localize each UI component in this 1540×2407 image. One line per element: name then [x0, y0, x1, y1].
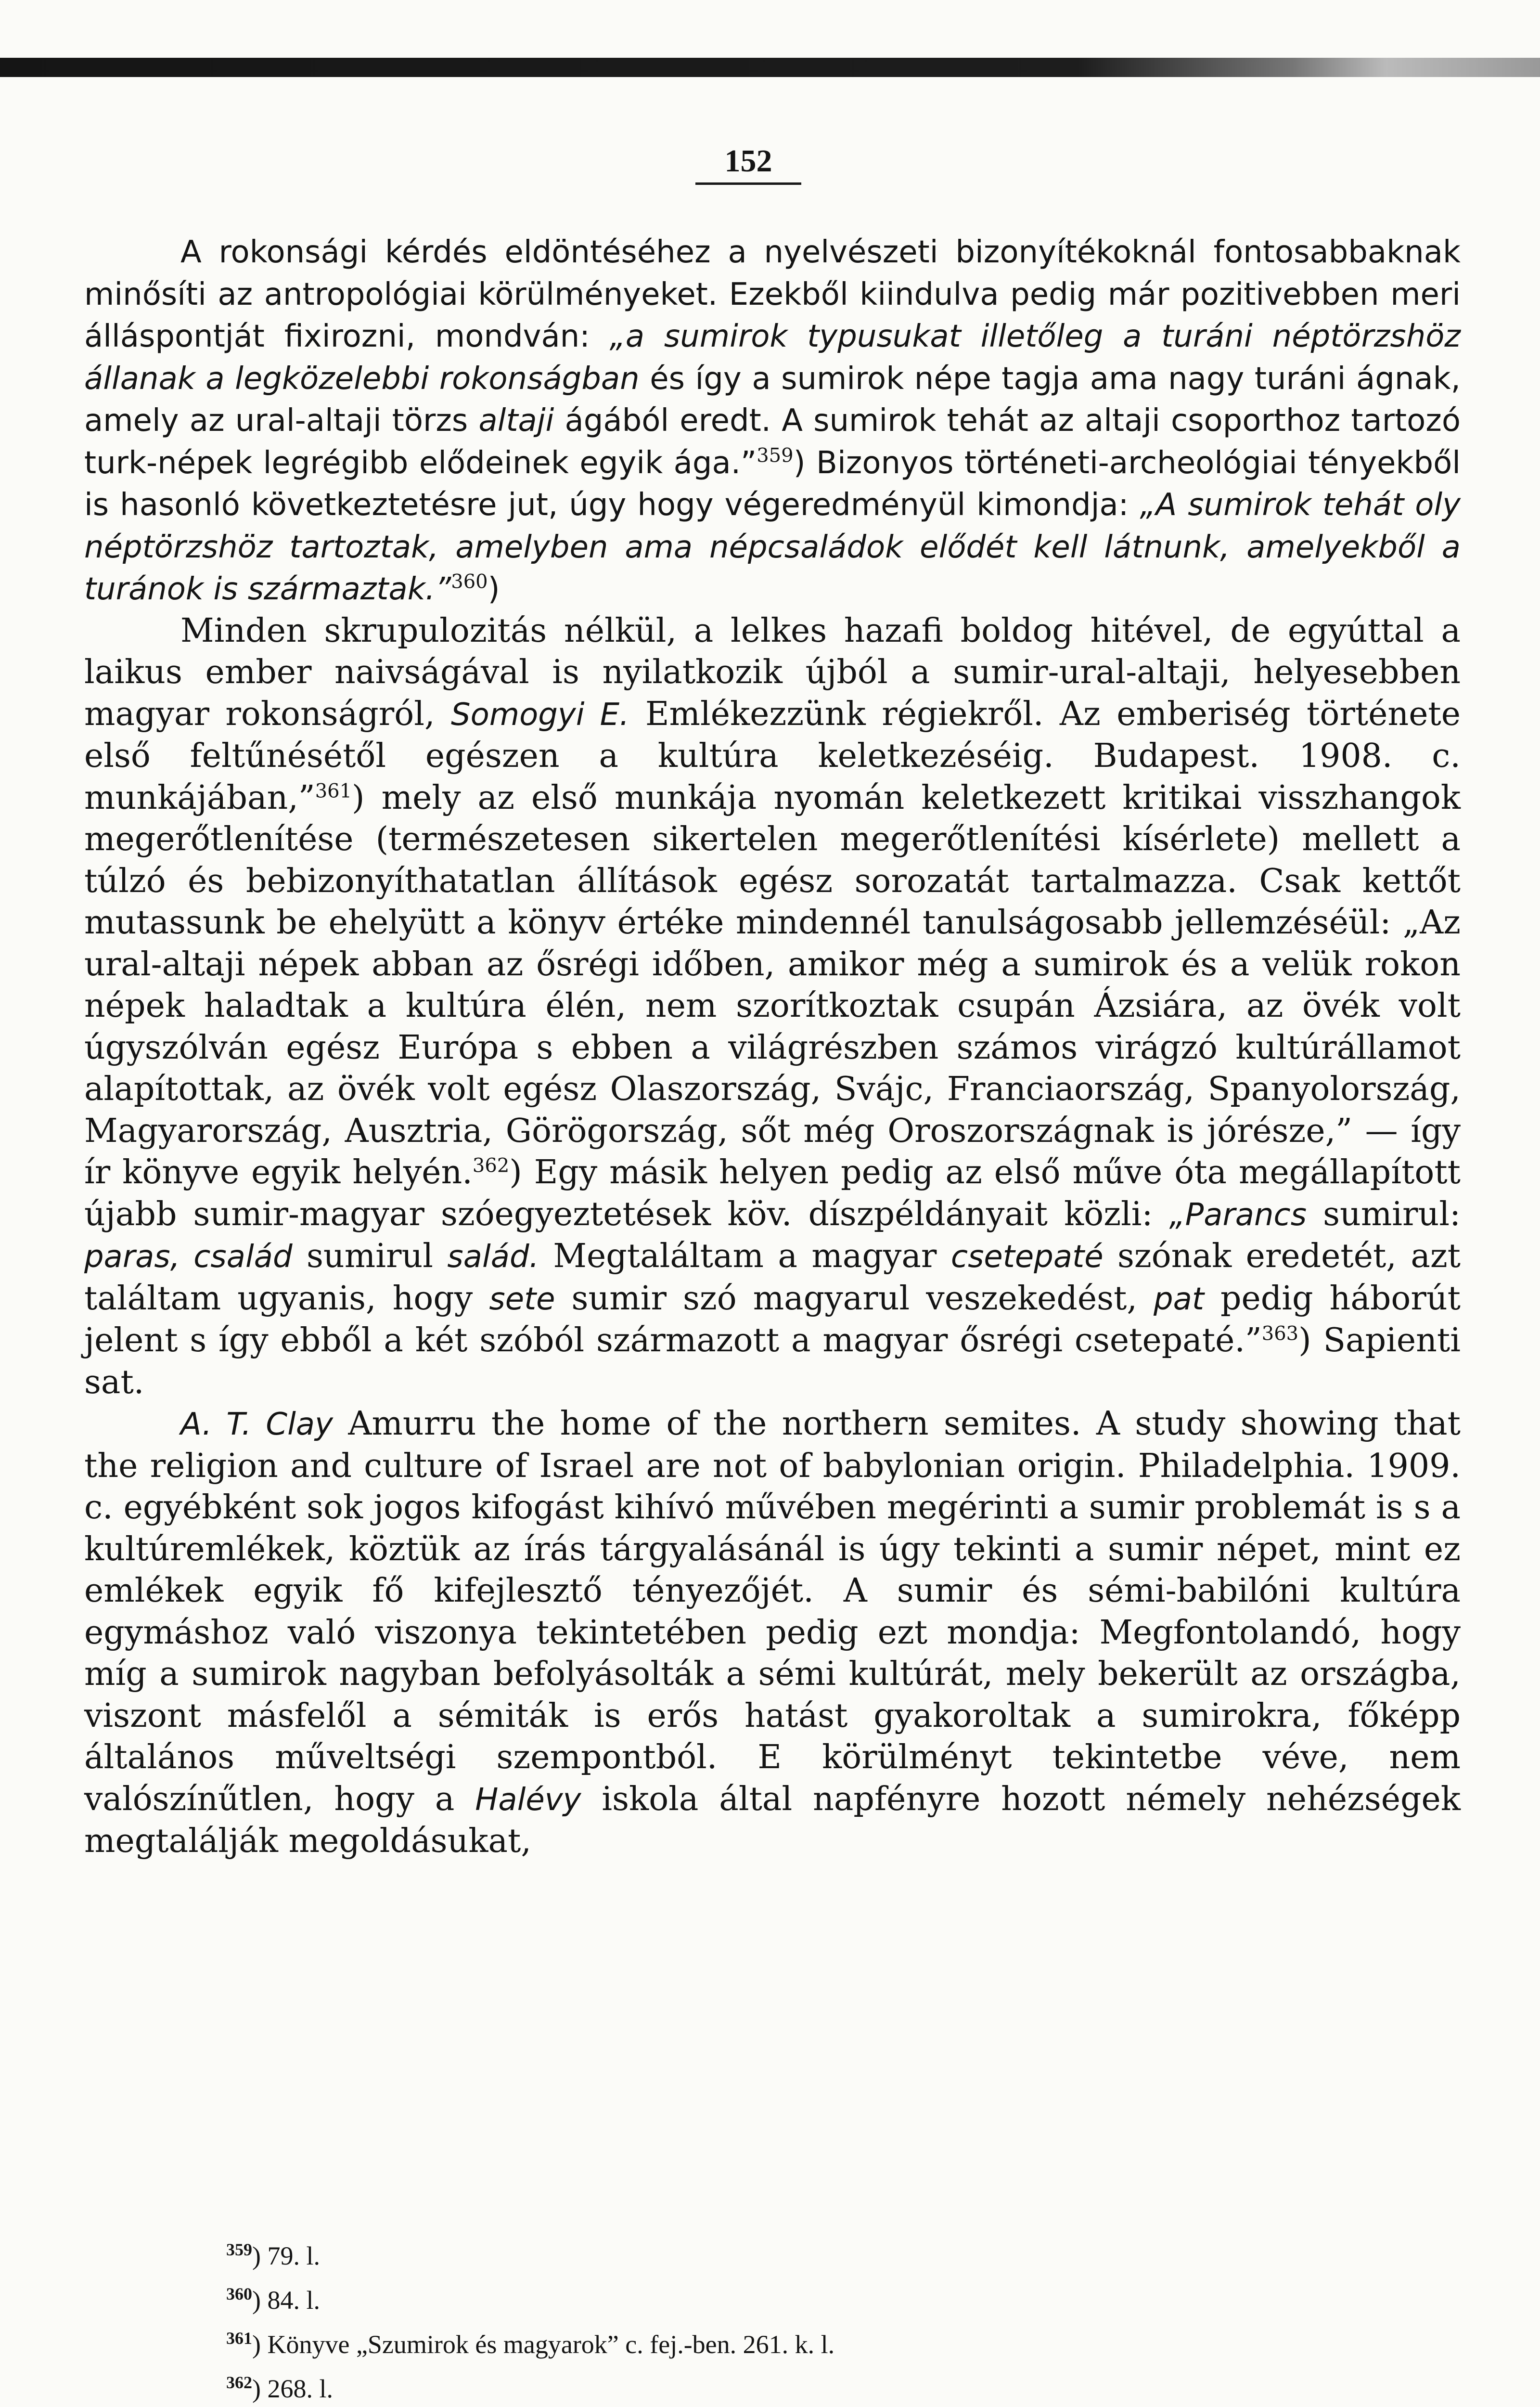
footnote-text: ) Könyve „Szumirok és magyarok” c. fej.-ben. 261. k. l. — [252, 2330, 835, 2359]
emphasized-text: pat — [1153, 1281, 1204, 1317]
text-run: szónak eredetét, azt találtam ugyanis, hogy — [84, 1237, 1461, 1318]
footnote-text: ) 268. l. — [252, 2374, 333, 2403]
body-text — [84, 231, 1461, 1863]
text-run: Megtaláltam a magyar — [539, 1237, 951, 1275]
text-run: és így a sumirok népe tagja ama nagy turáni ágnak, amely az ural-altaji törzs — [84, 361, 1461, 439]
text-run: pedig háborút jelent s így ebből a két szóból származott a magyar ősrégi csetepaté.” — [84, 1279, 1461, 1359]
text-run: ágából eredt. A sumirok tehát az altaji csoporthoz tartozó turk-népek legrégibb elődeinek egyik ága.” — [84, 403, 1461, 481]
paragraph-clay — [84, 1403, 1461, 1863]
emphasized-text: sete — [489, 1281, 555, 1317]
footnotes — [226, 2234, 1381, 2407]
text-run: iskola által napfényre hozott némely nehézségek megtalálják megoldásukat, — [84, 1780, 1461, 1860]
emphasized-text: salád. — [447, 1239, 539, 1275]
footnote-number: 360 — [226, 2284, 252, 2303]
paragraph-somogyi — [84, 610, 1461, 1404]
text-run: Minden skrupulozitás nélkül, a lelkes hazafi boldog hitével, de egyúttal a laikus ember naivságával is nyilatkozik újból a sumir-ural-altaji, helyesebben magyar rokonságról, — [84, 611, 1461, 733]
footnote — [226, 2234, 1381, 2278]
emphasized-text: Somogyi E. — [450, 697, 629, 733]
emphasized-text: paras, család — [84, 1239, 293, 1275]
emphasized-text: csetepaté — [950, 1239, 1104, 1275]
footnote-number: 362 — [226, 2373, 252, 2392]
footnote-text: ) 84. l. — [252, 2286, 320, 2315]
emphasized-text: altaji — [478, 403, 554, 439]
text-run: Amurru the home of the northern semites. A study showing that the religion and culture of Israel are not of babylonian origin. Philadelphia. 1909. c. egyébként sok jogos kifogást kihívó művében megérinti a sumir problemát is s a kultúremlékek, köztük az írás tárgyalásánál is úgy tekinti a sumir népet, mint ez emlékek egyik fő kifejlesztő tényezőjét. A sumir és sémi-babilóni kultúra egymáshoz való viszonya tekintetében pedig ezt mondja: Megfontolandó, hogy míg a sumirok nagyban befolyásolták a sémi kultúrát, mely bekerült az országba, viszont másfelől a sémiták is erős hatást gyakoroltak a sumirokra, főképp általános műveltségi szempontból. E körülményt tekintetbe véve, nem valószínűtlen, hogy a — [84, 1405, 1461, 1818]
text-run: ) Egy másik helyen pedig az első műve óta megállapított újabb sumir-magyar szóegyeztetések köv. díszpéldányait közli: — [84, 1153, 1461, 1233]
scan-edge-bar — [0, 58, 1540, 77]
text-run: Emlékezzünk régiekről. Az emberiség története első feltűnésétől egészen a kultúra keletkezéséig. Budapest. 1908. c. munkájában,” — [84, 695, 1461, 817]
paragraph-antropologia — [84, 231, 1461, 610]
text-run: sumirul — [292, 1237, 448, 1275]
emphasized-text: „A sumirok tehát oly néptörzshöz tartoztak, amelyben ama népcsaládok elődét kell látnunk, amelyekből a turánok is származtak.” — [84, 487, 1461, 607]
text-run: ) Sapienti sat. — [84, 1321, 1461, 1401]
text-run: sumir szó magyarul veszekedést, — [555, 1279, 1154, 1318]
page-number: 152 — [695, 142, 801, 185]
footnote-reference: 363 — [1261, 1322, 1299, 1345]
emphasized-text: Halévy — [475, 1782, 581, 1818]
text-run: ) mely az első munkája nyomán keletkezett kritikai visszhangok megerőtlenítése (természetesen sikertelen megerőtlenítési kísérlete) mellett a túlzó és bebizonyíthatatlan állítások egész sorozatát tartalmazza. Csak kettőt mutassunk be ehelyütt a könyv értéke mindennél tanulságosabb jellemzéséül: „Az ural-altaji népek abban az ősrégi időben, amikor még a sumirok és a velük rokon népek haladtak a kultúra élén, nem szorítkoztak csupán Ázsiára, az övék volt úgyszólván egész Európa s ebben a világrészben számos virágzó kultúrállamot alapítottak, az övék volt egész Olaszország, Svájc, Franciaország, Spanyolország, Magyarország, Ausztria, Görögország, sőt még Oroszországnak is jórésze,” — így ír könyve egyik helyén. — [84, 778, 1461, 1191]
emphasized-text: A. T. Clay — [180, 1407, 333, 1442]
footnote-reference: 360 — [451, 570, 488, 593]
footnote-number: 359 — [226, 2240, 252, 2259]
footnote — [226, 2278, 1381, 2322]
footnote-reference: 361 — [315, 779, 352, 802]
footnote-number: 361 — [226, 2329, 252, 2348]
footnote — [226, 2322, 1381, 2367]
footnote-reference: 362 — [472, 1154, 510, 1177]
emphasized-text: „a sumirok typusukat illetőleg a turáni néptörzshöz állanak a legközelebbi rokonságban — [84, 319, 1461, 397]
footnote-text: ) 79. l. — [252, 2241, 320, 2270]
text-run: ) Bizonyos történeti-archeológiai tényekből is hasonló következtetésre jut, úgy hogy végeredményül kimondja: — [84, 445, 1461, 523]
emphasized-text: „Parancs — [1169, 1197, 1307, 1233]
text-run: sumirul: — [1307, 1195, 1461, 1233]
footnote — [226, 2367, 1381, 2407]
text-run: ) — [488, 571, 500, 607]
text-run: A rokonsági kérdés eldöntéséhez a nyelvészeti bizonyítékoknál fontosabbaknak minősíti az antropológiai körülményeket. Ezekből kiindulva pedig már pozitivebben meri álláspontját fixirozni, mondván: — [84, 234, 1461, 354]
footnote-reference: 359 — [757, 444, 794, 466]
